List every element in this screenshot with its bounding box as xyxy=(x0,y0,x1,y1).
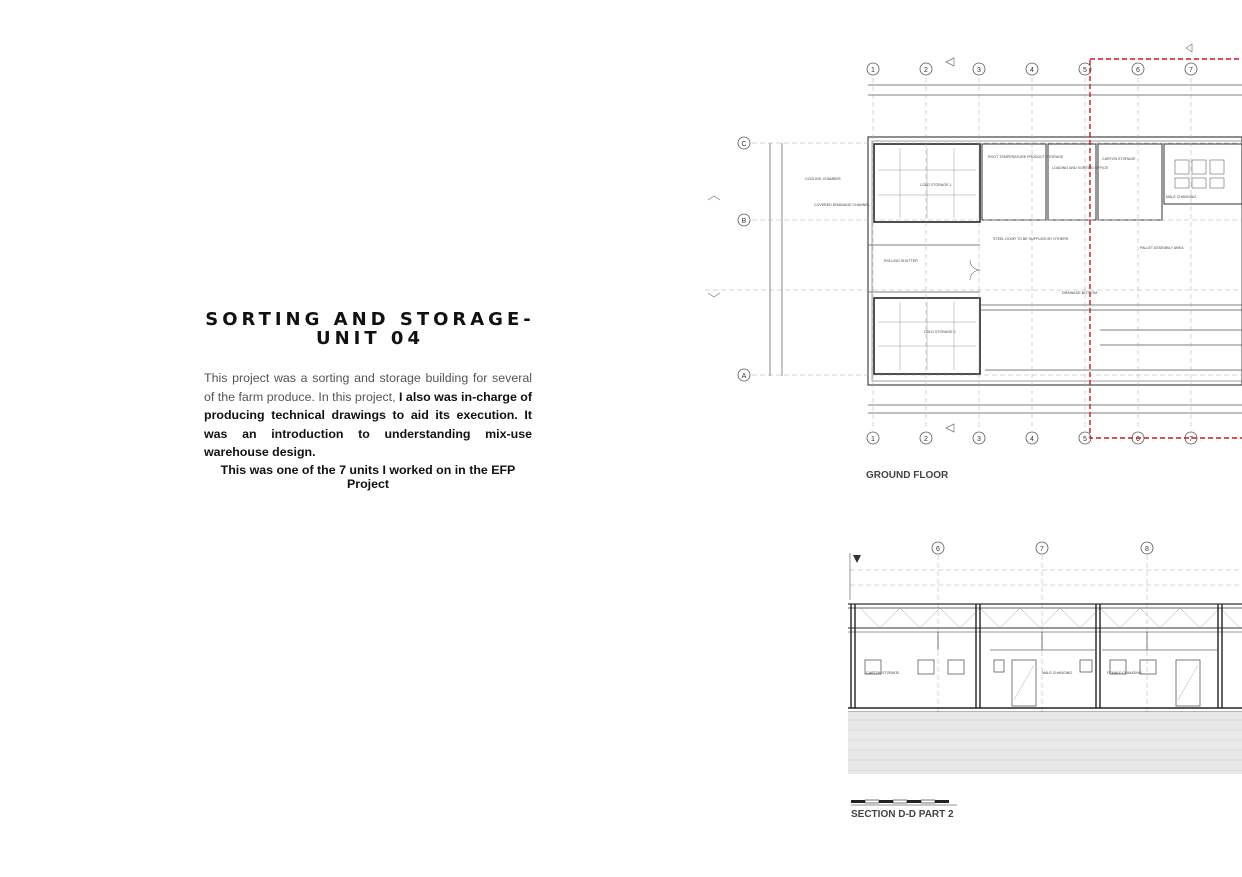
plan-grid-label: 2 xyxy=(924,67,928,74)
plan-room-label: COVERED DRAINAGE CHANNEL xyxy=(814,203,870,207)
title-line-1: SORTING AND STORAGE- xyxy=(205,309,535,330)
section-caption: SECTION D-D PART 2 xyxy=(851,809,954,820)
plan-room-label: COLD STORAGE 1 xyxy=(920,183,952,187)
plan-grid-label: 6 xyxy=(1136,67,1140,74)
plan-grid-label: 7 xyxy=(1189,436,1193,443)
title-line-2: UNIT 04 xyxy=(316,328,424,349)
plan-grid-label: 6 xyxy=(1136,436,1140,443)
section-room-label: CARTON STORAGE xyxy=(866,671,900,675)
plan-room-label: ROLLING SHUTTER xyxy=(884,259,918,263)
plan-grid-label: A xyxy=(741,373,747,380)
section-scale-bar xyxy=(851,800,957,805)
ground-floor-caption: GROUND FLOOR xyxy=(866,470,949,481)
plan-room-label: DRAINAGE BOTTOM xyxy=(1062,291,1098,295)
section-grid-label: 8 xyxy=(1145,546,1149,553)
description-intro: This project was a sorting and storage building for several of the farm produce. In this project, xyxy=(204,371,532,404)
section-room-label: MALE CHANGING xyxy=(1042,671,1073,675)
description-emphasis: I also was in-charge of producing technical drawings to aid its execution. It was an introduction to understanding mix-use warehouse design. xyxy=(204,389,532,460)
plan-grid-label: 4 xyxy=(1030,436,1034,443)
plan-room-label: STEEL DOOR TO BE SUPPLIED BY OTHERS xyxy=(993,237,1069,241)
plan-grid-label: 2 xyxy=(924,436,928,443)
plan-grid-label: 3 xyxy=(977,436,981,443)
plan-grid-label: 5 xyxy=(1083,436,1087,443)
plan-grid-label: 3 xyxy=(977,67,981,74)
plan-grid-label: 4 xyxy=(1030,67,1034,74)
section-grid-label: 7 xyxy=(1040,546,1044,553)
plan-room-label: COLD STORAGE 2 xyxy=(924,330,956,334)
plan-grid-label: 1 xyxy=(871,436,875,443)
plan-room-label: MALE CHANGING xyxy=(1166,195,1197,199)
plan-grid-label: 1 xyxy=(871,67,875,74)
plan-room-label: COOLING CHAMBER xyxy=(805,177,841,181)
plan-room-label: LOADING AND SORTING OFFICE xyxy=(1052,166,1109,170)
section-room-label: FEMALE CHANGING xyxy=(1107,671,1142,675)
plan-room-label: PALLET ASSEMBLY AREA xyxy=(1140,246,1184,250)
plan-grid-label: 5 xyxy=(1083,67,1087,74)
plan-grid-label: C xyxy=(741,141,747,148)
plan-room-label: ROOT TEMPERATURE PRODUCT STORAGE xyxy=(988,155,1064,159)
plan-grid-label: 7 xyxy=(1189,67,1193,74)
plan-grid-label: B xyxy=(741,218,747,225)
plan-room-label: CARTON STORAGE xyxy=(1102,157,1136,161)
project-closing-note: This was one of the 7 units I worked on in the EFP Project xyxy=(220,463,516,491)
section-grid-label: 6 xyxy=(936,546,940,553)
